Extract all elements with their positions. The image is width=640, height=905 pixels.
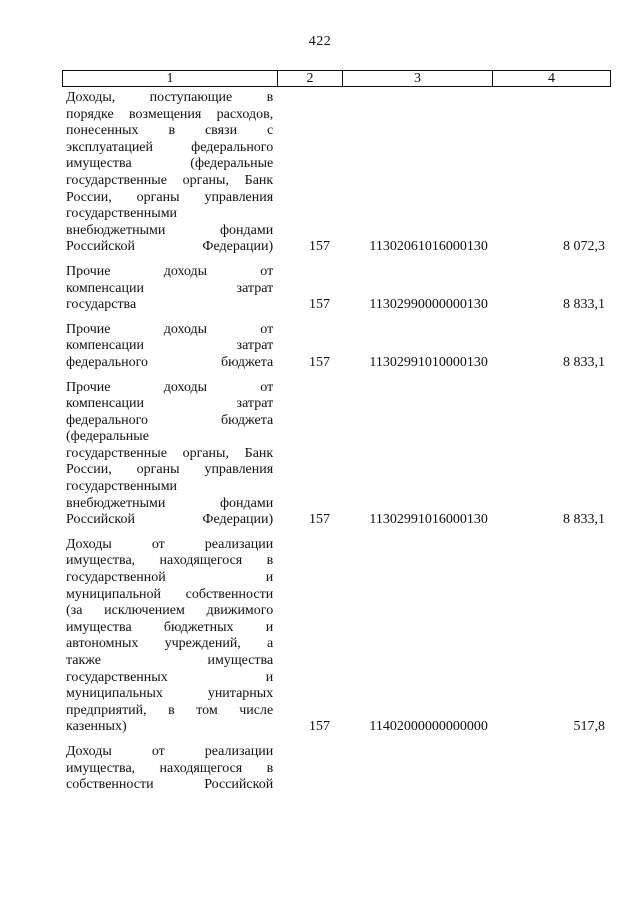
amount-value: 8 833,1 (563, 512, 605, 528)
description-line: государственными (66, 206, 178, 222)
description-line: Доходы от реализации (66, 743, 274, 759)
description-line: государственных и (66, 669, 274, 685)
header-col-4: 4 (492, 71, 610, 86)
description-line: Доходы, поступающие в (66, 90, 274, 105)
description-line: России, органы управления (66, 462, 274, 478)
amount-value: 8 833,1 (563, 297, 605, 313)
description-line: государственные органы, Банк (66, 445, 274, 461)
description-line: имущества бюджетных и (66, 619, 274, 635)
description-line: Прочие доходы от (66, 321, 274, 337)
description-line: также имущества (66, 653, 274, 668)
description-line: Российской Федерации) (66, 239, 274, 255)
admin-code: 157 (308, 719, 330, 735)
description-line: государственными (66, 479, 178, 495)
description-line: казенных) (66, 719, 127, 735)
amount-value: 8 072,3 (563, 239, 605, 255)
admin-code: 157 (308, 297, 330, 313)
description-line: федерального бюджета (66, 412, 274, 428)
description-line: имущества (федеральные (66, 156, 274, 172)
row-description (62, 264, 273, 314)
table-row (62, 264, 611, 314)
admin-code: 157 (308, 512, 330, 528)
row-description (62, 744, 273, 794)
admin-code: 157 (308, 354, 330, 370)
description-line: эксплуатацией федерального (66, 139, 274, 155)
description-line: компенсации затрат (66, 396, 274, 412)
description-line: Прочие доходы от (66, 379, 274, 395)
header-col-2: 2 (277, 71, 342, 86)
description-line: (федеральные (66, 429, 149, 445)
description-line: (за исключением движимого (66, 603, 274, 619)
header-col-1: 1 (166, 71, 174, 86)
page-number: 422 (308, 34, 332, 49)
row-description (62, 537, 273, 736)
budget-classification-code: 11302991010000130 (369, 354, 488, 370)
description-line: муниципальных унитарных (66, 686, 274, 702)
table-row (62, 537, 611, 736)
budget-classification-code: 11302990000000130 (369, 297, 488, 313)
description-line: внебюджетными фондами (66, 495, 274, 511)
description-line: порядке возмещения расходов, (66, 106, 274, 122)
description-line: России, органы управления (66, 189, 274, 205)
description-line: имущества, находящегося в (66, 553, 274, 569)
admin-code: 157 (308, 239, 330, 255)
description-line: компенсации затрат (66, 280, 274, 296)
budget-classification-code: 11402000000000000 (369, 719, 488, 735)
table-row (62, 90, 611, 256)
budget-classification-code: 11302061016000130 (369, 239, 488, 255)
table-row (62, 322, 611, 372)
amount-value: 8 833,1 (563, 354, 605, 370)
table-body (62, 90, 611, 802)
description-line: внебюджетными фондами (66, 222, 274, 238)
table-row (62, 380, 611, 529)
description-line: государственные органы, Банк (66, 172, 274, 188)
description-line: понесенных в связи с (66, 123, 274, 139)
amount-value: 517,8 (573, 719, 605, 735)
description-line: федерального бюджета (66, 354, 274, 370)
budget-classification-code: 11302991016000130 (369, 512, 488, 528)
row-description (62, 380, 273, 529)
description-line: предприятий, в том числе (66, 702, 274, 718)
description-line: автономных учреждений, а (66, 636, 274, 652)
description-line: муниципальной собственности (66, 586, 274, 602)
description-line: компенсации затрат (66, 338, 274, 354)
description-line: собственности Российской (66, 777, 274, 793)
header-col-3: 3 (342, 71, 492, 86)
table-row (62, 744, 611, 794)
description-line: Прочие доходы от (66, 263, 274, 279)
row-description (62, 322, 273, 372)
description-line: государственной и (66, 570, 274, 586)
row-description (62, 90, 273, 256)
description-line: Российской Федерации) (66, 512, 274, 528)
description-line: государства (66, 297, 137, 313)
table-header (62, 70, 611, 87)
description-line: имущества, находящегося в (66, 760, 274, 776)
description-line: Доходы от реализации (66, 536, 274, 552)
